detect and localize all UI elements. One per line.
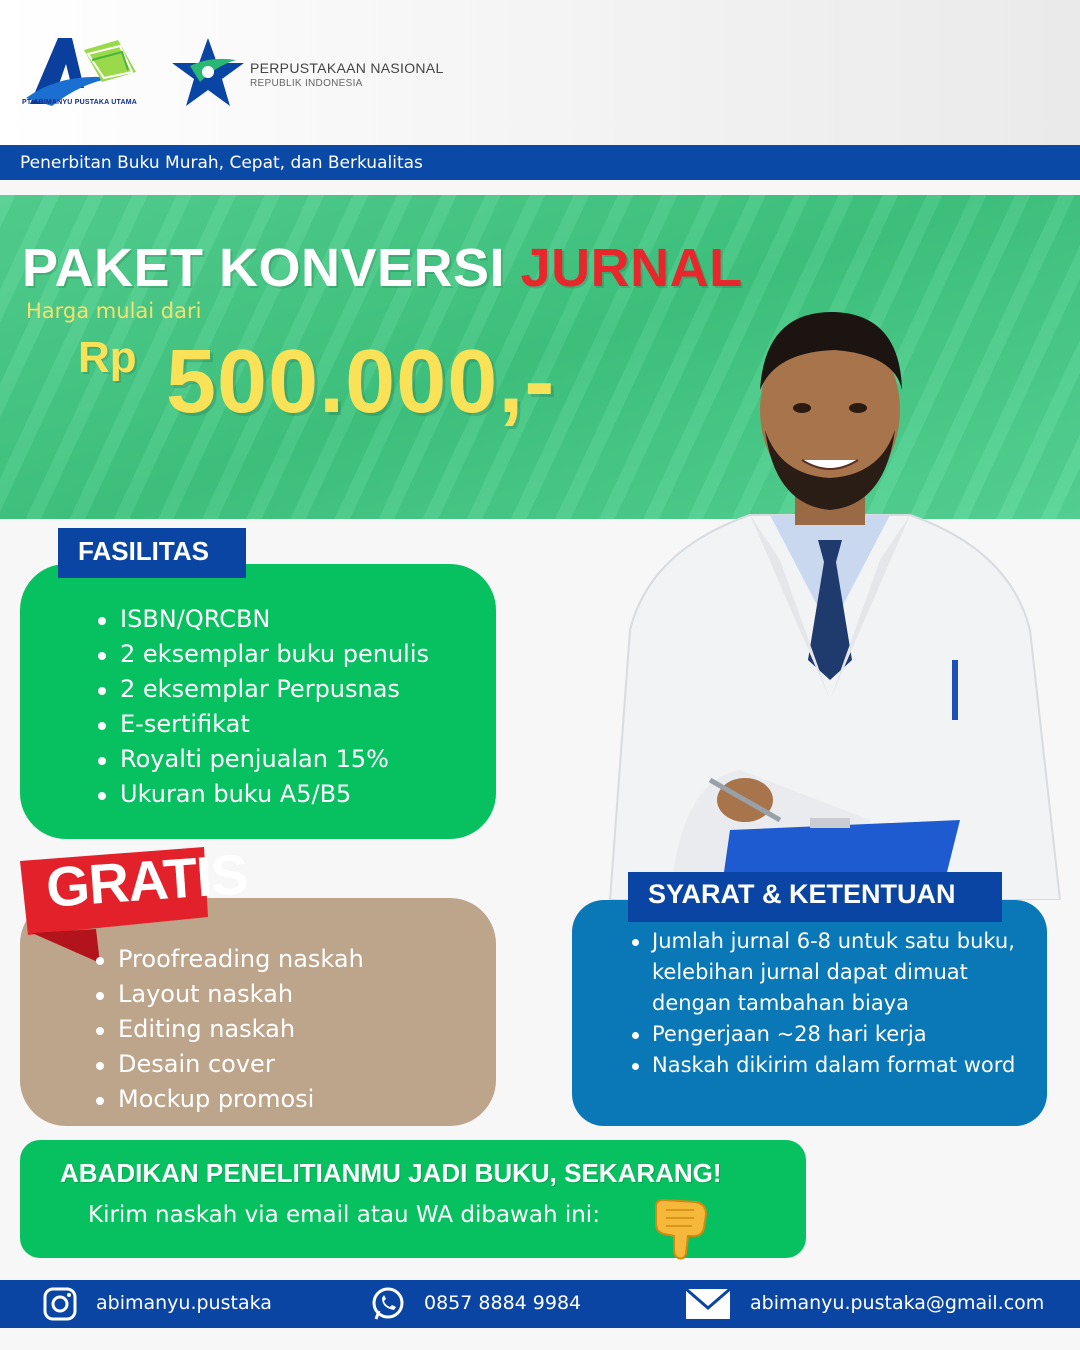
hero-title <box>22 237 743 299</box>
fasilitas-list <box>98 602 429 812</box>
instagram-icon[interactable] <box>42 1286 78 1322</box>
syarat-title: SYARAT & KETENTUAN <box>628 872 1002 922</box>
gratis-item: Mockup promosi <box>96 1082 364 1117</box>
cta-subtitle: Kirim naskah via email atau WA dibawah ini: <box>88 1202 600 1228</box>
partner-subtitle: REPUBLIK INDONESIA <box>250 78 363 89</box>
gratis-item: Layout naskah <box>96 977 364 1012</box>
fasilitas-item: 2 eksemplar buku penulis <box>98 637 429 672</box>
fasilitas-item: E-sertifikat <box>98 707 429 742</box>
email-address[interactable]: abimanyu.pustaka@gmail.com <box>750 1292 1045 1314</box>
price-currency: Rp <box>78 333 137 382</box>
fasilitas-item: 2 eksemplar Perpusnas <box>98 672 429 707</box>
pointing-down-hand-icon <box>652 1198 710 1260</box>
syarat-item: Pengerjaan ~28 hari kerja <box>630 1019 1040 1050</box>
brand-caption: PT ABIMANYU PUSTAKA UTAMA <box>22 99 138 106</box>
price-amount: 500.000,- <box>166 332 556 432</box>
fasilitas-item: Ukuran buku A5/B5 <box>98 777 429 812</box>
instagram-handle[interactable]: abimanyu.pustaka <box>96 1292 272 1314</box>
whatsapp-number[interactable]: 0857 8884 9984 <box>424 1292 582 1314</box>
fasilitas-item: Royalti penjualan 15% <box>98 742 429 777</box>
hero-title-main: PAKET KONVERSI <box>22 238 506 298</box>
gratis-list <box>96 942 364 1117</box>
header <box>0 0 1080 145</box>
syarat-list <box>630 926 1040 1081</box>
doctor-illustration <box>580 300 1080 900</box>
whatsapp-icon[interactable] <box>370 1286 406 1322</box>
tagline: Penerbitan Buku Murah, Cepat, dan Berkualitas <box>20 153 423 173</box>
syarat-item: Jumlah jurnal 6-8 untuk satu buku, kelebihan jurnal dapat dimuat dengan tambahan biaya <box>630 926 1040 1019</box>
perpusnas-star-icon <box>170 36 246 108</box>
price-intro: Harga mulai dari <box>26 299 202 323</box>
gratis-item: Desain cover <box>96 1047 364 1082</box>
gratis-title: GRATIS <box>44 841 250 919</box>
gratis-item: Editing naskah <box>96 1012 364 1047</box>
fasilitas-title: FASILITAS <box>58 528 246 578</box>
cta-title: ABADIKAN PENELITIANMU JADI BUKU, SEKARANG! <box>60 1158 722 1188</box>
tagline-bar <box>0 145 1080 180</box>
fasilitas-item: ISBN/QRCBN <box>98 602 429 637</box>
syarat-item: Naskah dikirim dalam format word <box>630 1050 1040 1081</box>
email-icon[interactable] <box>684 1286 732 1322</box>
partner-name: PERPUSTAKAAN NASIONAL <box>250 60 444 76</box>
gratis-item: Proofreading naskah <box>96 942 364 977</box>
hero-title-accent: JURNAL <box>520 238 743 298</box>
